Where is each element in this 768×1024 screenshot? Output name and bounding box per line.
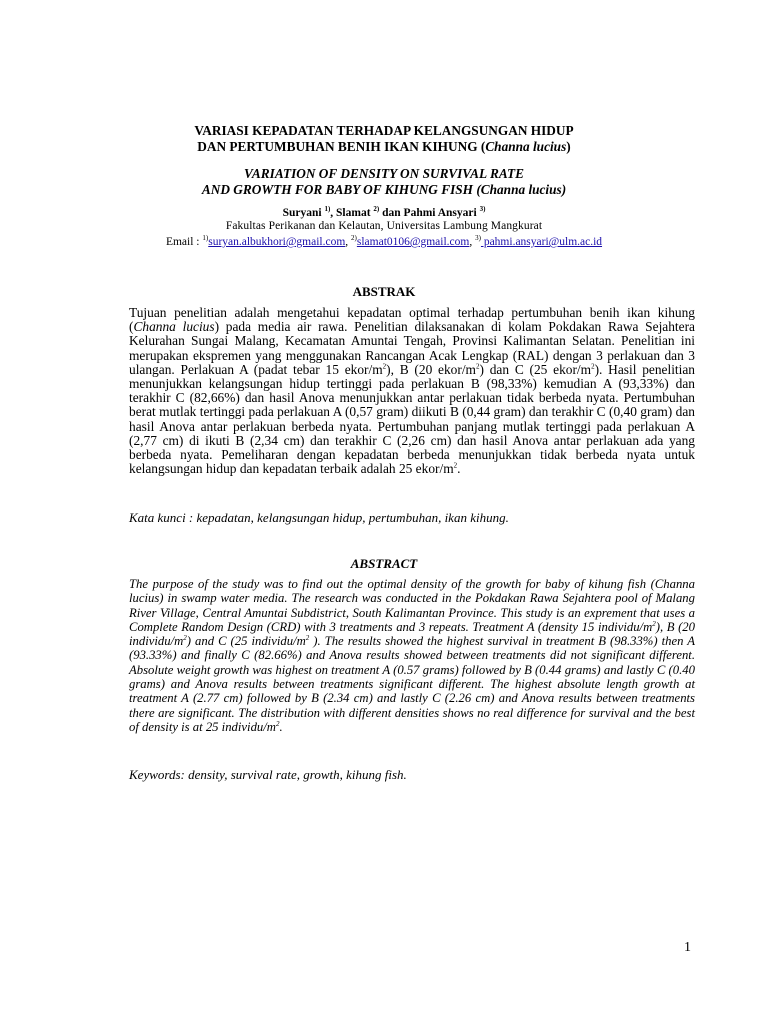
email-link-2[interactable]: slamat0106@gmail.com xyxy=(356,236,470,248)
abstrak-heading: ABSTRAK xyxy=(352,284,416,299)
page-number: 1 xyxy=(684,940,691,955)
title-en-line1: VARIATION OF DENSITY ON SURVIVAL RATE xyxy=(244,166,524,181)
abstract-body: The purpose of the study was to find out the optimal density of the growth for baby of kihung fish (Channa lucius) in swamp water media. The research was conducted in the Pokdakan Rawa Sejahtera pool of Malang River Village, Central Amuntai Subdistrict, South Kalimantan Province. This study is an exprement that uses a Complete Random Design (CRD) with 3 treatments and 3 repeats. Treatment A (density 15 individu/$m^2$), B (20 individu/$m^2$) and C (25 individu/$m^2$ ). The results showed the highest survival in treatment B (98.33%) then A (93.33%) and finally C (82.66%) and Anova results showed between treatments did not significant different. Absolute weight growth was highest on treatment A (0.57 grams) followed by B (0.44 grams) and lastly C (0.40 grams) and Anova results between treatments significant different. The highest absolute length growth at treatment A (2.77 cm) followed by B (2.34 cm) and lastly C (2.26 cm) and Anova results between treatments there are significant. The distribution with different densities shows no real difference for survival and the best of density is at 25 individu/$m^2$. xyxy=(129,577,695,734)
abstract-heading: ABSTRACT xyxy=(350,556,418,571)
species-name: Channa lucius xyxy=(485,139,567,154)
email-link-1[interactable]: suryan.albukhori@gmail.com xyxy=(208,236,346,248)
affiliation: Fakultas Perikanan dan Kelautan, Universitas Lambung Mangkurat xyxy=(225,220,543,232)
title-en-line2: AND GROWTH FOR BABY OF KIHUNG FISH (Channa lucius) xyxy=(201,182,567,197)
kata-kunci: Kata kunci : kepadatan, kelangsungan hidup, pertumbuhan, ikan kihung. xyxy=(129,510,509,525)
author-list: Suryani $^{1)}$, Slamat $^{2)}$ dan Pahmi Ansyari $^{3)}$ xyxy=(282,205,486,219)
keywords: Keywords: density, survival rate, growth, kihung fish. xyxy=(129,767,407,782)
species-name: Channa lucius xyxy=(480,182,562,197)
species-name: Channa lucius xyxy=(133,319,215,335)
email-link-3[interactable]: pahmi.ansyari@ulm.ac.id xyxy=(480,236,603,248)
title-id-line1: VARIASI KEPADATAN TERHADAP KELANGSUNGAN HIDUP xyxy=(194,123,574,138)
abstrak-body: Tujuan penelitian adalah mengetahui kepadatan optimal terhadap pertumbuhan benih ikan kihung (Channa lucius) pada media air rawa. Penelitian dilaksanakan di kolam Pokdakan Rawa Sejahtera Kelurahan Sungai Malang, Kecamatan Amuntai Tengah, Provinsi Kalimantan Selatan. Penelitian ini merupakan ekspremen yang menggunakan Rancangan Acak Lengkap (RAL) dengan 3 perlakuan dan 3 ulangan. Perlakuan A (padat tebar 15 ekor/$m^2$), B (20 ekor/$m^2$) dan C (25 ekor/$m^2$). Hasil penelitian menunjukkan kelangsungan hidup tertinggi pada perlakuan B (98,33%) kemudian A (93,33%) dan terakhir C (82,66%) dan hasil Anova menunjukkan antar perlakuan tidak berbeda nyata. Pertumbuhan berat mutlak tertinggi pada perlakuan A (0,57 gram) diikuti B (0,44 gram) dan terakhir C (0,40 gram) dan hasil Anova antar perlakuan berbeda nyata. Pertumbuhan panjang mutlak tertinggi pada perlakuan A (2,77 cm) di ikuti B (2,34 cm) dan terakhir C (2,26 cm) dan hasil Anova antar perlakuan ada yang berbeda nyata. Pemeliharan dengan kepadatan berbeda menunjukkan tidak berbeda nyata untuk kelangsungan hidup dan kepadatan terbaik adalah 25 ekor/$m^2$. xyxy=(129,305,695,477)
title-id-line2: DAN PERTUMBUHAN BENIH IKAN KIHUNG (Channa lucius) xyxy=(197,139,571,154)
email-line: Email : $^{1)}$suryan.albukhori@gmail.com, $^{2)}$slamat0106@gmail.com, $^{3)}$ pahmi.ansyari@ulm.ac.id xyxy=(165,234,603,248)
